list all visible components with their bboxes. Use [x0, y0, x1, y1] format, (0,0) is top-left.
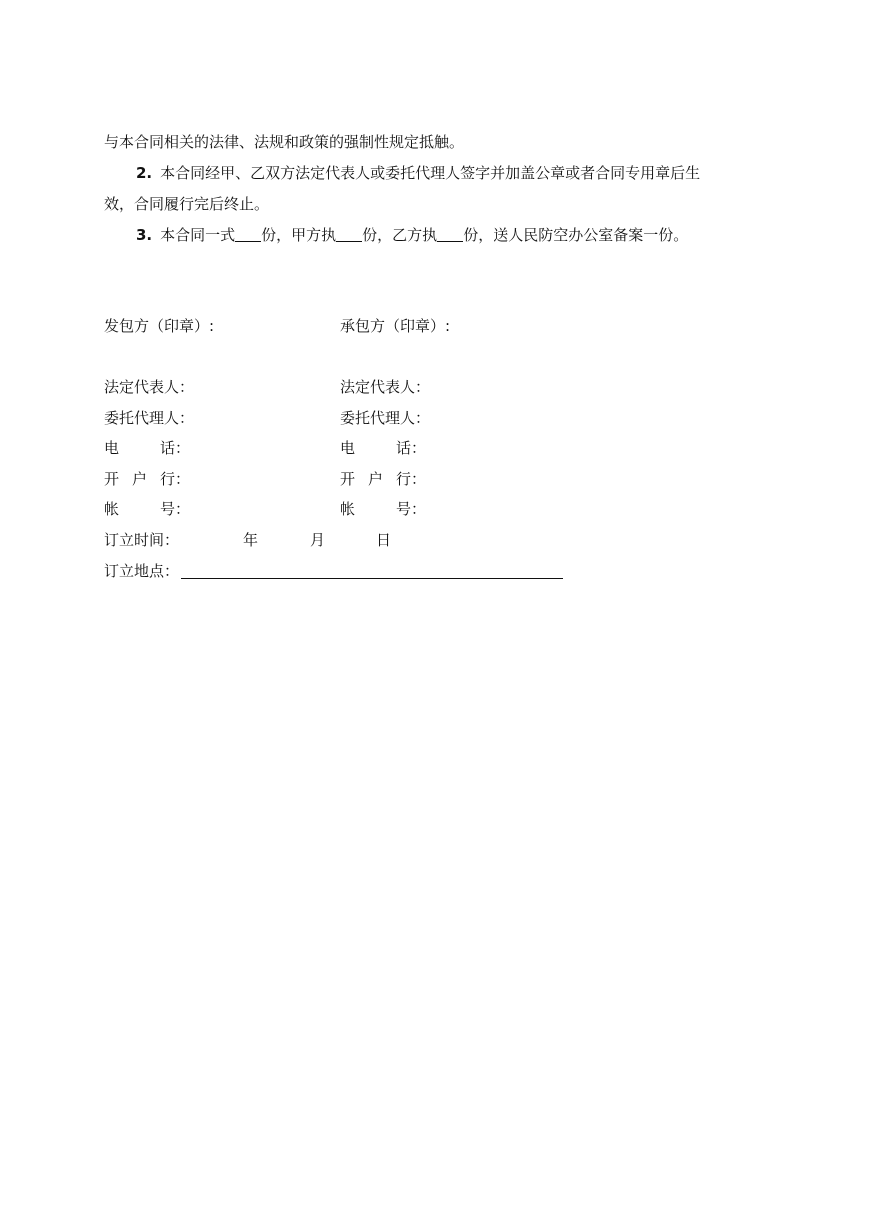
clause-3 — [136, 225, 688, 245]
contractor-agent-label: 委托代理人： — [340, 409, 431, 427]
signing-place-row — [104, 561, 563, 581]
account-char-1: 帐 — [340, 500, 356, 518]
contractor-phone-label — [340, 438, 426, 458]
phone-char-2: 话： — [159, 439, 190, 457]
bank-char-3: 行： — [159, 470, 190, 488]
contractor-legal-rep-label: 法定代表人： — [340, 378, 431, 396]
bank-char-2: 户 — [131, 470, 147, 488]
signing-place-label: 订立地点： — [104, 562, 180, 580]
phone-char-1: 电 — [104, 439, 120, 457]
clause-3-text-part4: 份，送人民防空办公室备案一份。 — [463, 226, 689, 244]
clause-3-text-part2: 份，甲方执 — [261, 226, 337, 244]
signing-date-label: 订立时间： — [104, 531, 180, 549]
employer-party-label: 发包方（印章）: — [104, 317, 215, 335]
clause-3-number: 3. — [136, 226, 153, 244]
clause-2-number: 2. — [136, 164, 153, 182]
bank-char-1: 开 — [104, 470, 120, 488]
employer-phone-label — [104, 438, 190, 458]
copies-total-blank[interactable] — [235, 225, 261, 242]
clause-continuation: 与本合同相关的法律、法规和政策的强制性规定抵触。 — [104, 133, 465, 151]
employer-legal-rep-label: 法定代表人： — [104, 378, 195, 396]
phone-char-2: 话： — [395, 439, 426, 457]
copies-party-a-blank[interactable] — [336, 225, 362, 242]
signing-date-month: 月 — [310, 531, 326, 549]
signing-date-day: 日 — [376, 531, 392, 549]
copies-party-b-blank[interactable] — [437, 225, 463, 242]
bank-char-2: 户 — [367, 470, 383, 488]
bank-char-1: 开 — [340, 470, 356, 488]
employer-bank-label — [104, 469, 190, 489]
contractor-bank-label — [340, 469, 426, 489]
clause-2-continuation: 效，合同履行完后终止。 — [104, 195, 270, 213]
signing-place-field[interactable] — [181, 561, 563, 579]
contractor-party-label: 承包方（印章）: — [340, 317, 451, 335]
account-char-1: 帐 — [104, 500, 120, 518]
contractor-account-label — [340, 499, 426, 519]
phone-char-1: 电 — [340, 439, 356, 457]
clause-3-text-part3: 份，乙方执 — [362, 226, 438, 244]
account-char-2: 号： — [159, 500, 190, 518]
bank-char-3: 行： — [395, 470, 426, 488]
employer-account-label — [104, 499, 190, 519]
clause-2-text: 本合同经甲、乙双方法定代表人或委托代理人签字并加盖公章或者合同专用章后生 — [160, 164, 701, 182]
clause-2 — [136, 163, 700, 183]
account-char-2: 号： — [395, 500, 426, 518]
clause-3-text-part1: 本合同一式 — [160, 226, 236, 244]
signing-date-year: 年 — [243, 531, 259, 549]
employer-agent-label: 委托代理人： — [104, 409, 195, 427]
